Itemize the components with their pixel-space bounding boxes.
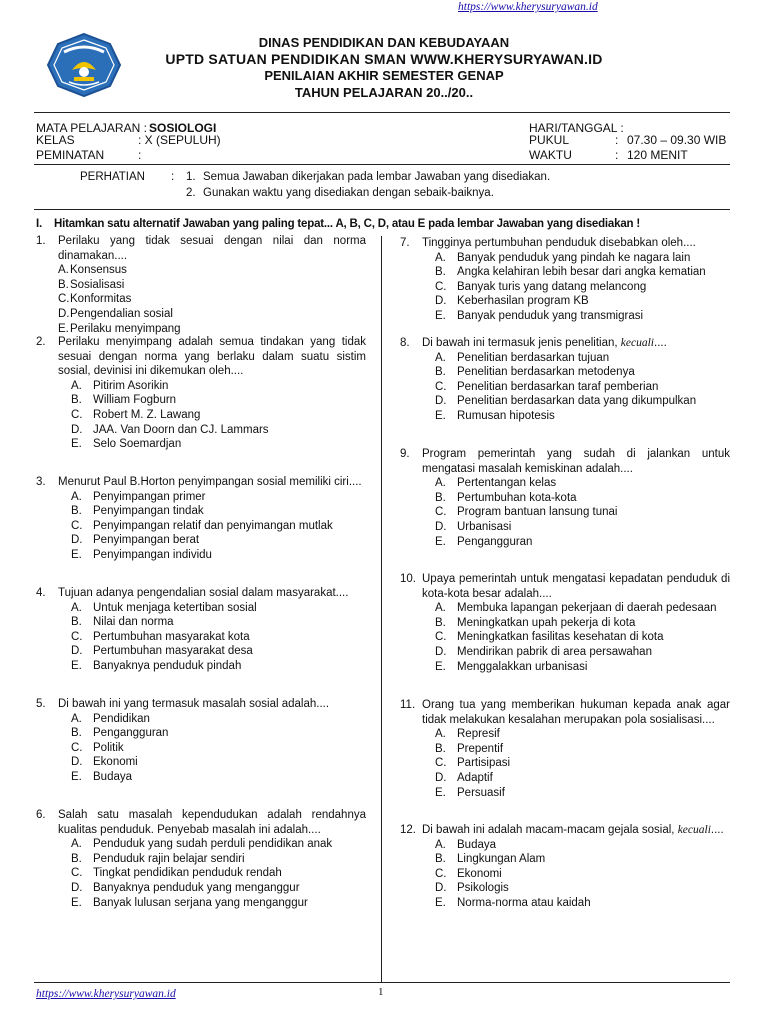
option-b[interactable]: B. William Fogburn	[71, 394, 177, 407]
question-number: 1.	[36, 235, 46, 247]
section-instruction	[36, 218, 640, 230]
option-c[interactable]: C. Tingkat pendidikan penduduk rendah	[71, 867, 282, 880]
option-a[interactable]: A. Pitirim Asorikin	[71, 379, 169, 392]
option-c[interactable]: C. Banyak turis yang datang melancong	[435, 280, 647, 293]
option-a[interactable]: A. Penyimpangan primer	[71, 490, 206, 503]
option-d[interactable]: D. Penyimpangan berat	[71, 534, 200, 547]
question-number: 6.	[36, 809, 46, 821]
question-8	[400, 336, 730, 424]
question-number: 7.	[400, 237, 410, 249]
waktu-label: WAKTU	[529, 148, 572, 162]
waktu-colon: :	[615, 148, 619, 162]
option-d[interactable]: D. Mendirikan pabrik di area persawahan	[435, 645, 652, 658]
option-d[interactable]: D. Psikologis	[435, 882, 509, 895]
option-a[interactable]: A. Membuka lapangan pekerjaan di daerah pedesaan	[435, 602, 717, 615]
question-number: 5.	[36, 698, 46, 710]
option-e[interactable]: E. Budaya	[71, 770, 133, 783]
question-number: 12.	[400, 824, 416, 836]
header-line-4: TAHUN PELAJARAN 20../20..	[294, 85, 474, 100]
option-c[interactable]: C. Penyimpangan relatif dan penyimangan mutlak	[71, 519, 333, 532]
option-c[interactable]: C. Politik	[71, 741, 124, 754]
header-line-3: PENILAIAN AKHIR SEMESTER GENAP	[264, 68, 504, 83]
question-6	[36, 808, 366, 910]
question-12	[400, 823, 730, 911]
option-b[interactable]: B. Pengangguran	[71, 727, 169, 740]
option-b[interactable]: B. Penelitian berdasarkan metodenya	[435, 366, 635, 379]
perhatian-colon: :	[171, 171, 175, 183]
question-number: 3.	[36, 476, 46, 488]
question-stem: Upaya pemerintah untuk mengatasi kepadatan penduduk di kota-kota besar adalah....	[422, 573, 730, 600]
option-a[interactable]: A. Penelitian berdasarkan tujuan	[435, 351, 610, 364]
footer-divider	[34, 982, 730, 983]
peminatan-label: PEMINATAN	[36, 148, 105, 162]
option-b[interactable]: B. Pertumbuhan kota-kota	[435, 491, 577, 504]
question-emphasis: kecuali	[677, 824, 711, 836]
option-e[interactable]: E. Pengangguran	[435, 535, 533, 548]
hari-label: HARI/TANGGAL :	[529, 121, 624, 135]
question-number: 9.	[400, 448, 410, 460]
option-d[interactable]: D. Adaptif	[435, 771, 493, 784]
peminatan-value: :	[138, 148, 142, 162]
option-a[interactable]: A. Penduduk yang sudah perduli pendidikan anak	[71, 838, 333, 851]
header-line-1: DINAS PENDIDIKAN DAN KEBUDAYAAN	[258, 35, 510, 50]
option-a[interactable]: A. Represif	[435, 728, 500, 741]
option-d[interactable]: D. JAA. Van Doorn dan CJ. Lammars	[71, 423, 269, 436]
option-b[interactable]: B. Lingkungan Alam	[435, 853, 546, 866]
question-stem: Perilaku yang tidak sesuai dengan nilai dan norma dinamakan....	[58, 235, 366, 262]
instruction-divider	[34, 209, 730, 210]
perhatian-text-2: Gunakan waktu yang disediakan dengan sebaik-baiknya.	[203, 187, 494, 199]
question-stem: Di bawah ini termasuk jenis penelitian, kecuali....	[422, 337, 667, 349]
question-3	[36, 475, 366, 563]
option-e[interactable]: E. Banyak lulusan serjana yang menganggur	[71, 896, 308, 909]
option-e[interactable]: E.Perilaku menyimpang	[58, 322, 181, 335]
option-b[interactable]: B. Meningkatkan upah pekerja di kota	[435, 616, 636, 629]
kelas-value: : X (SEPULUH)	[138, 133, 221, 147]
section-text: Hitamkan satu alternatif Jawaban yang paling tepat... A, B, C, D, atau E pada lembar Jawaban yang disediakan !	[54, 218, 640, 230]
option-c[interactable]: C. Program bantuan lansung tunai	[435, 506, 618, 519]
kelas-label: KELAS	[36, 133, 75, 147]
option-a[interactable]: A.Konsensus	[58, 264, 127, 277]
option-e[interactable]: E. Selo Soemardjan	[71, 438, 182, 451]
page-number: 1	[378, 986, 384, 998]
perhatian-text-1: Semua Jawaban dikerjakan pada lembar Jawaban yang disediakan.	[203, 171, 551, 183]
question-4	[36, 586, 366, 674]
info-divider	[34, 164, 730, 165]
option-a[interactable]: A. Pertentangan kelas	[435, 477, 557, 490]
question-2	[36, 335, 366, 452]
pukul-colon: :	[615, 133, 619, 147]
mapel-label: MATA PELAJARAN :	[36, 121, 147, 135]
footer-url-link[interactable]: https://www.kherysuryawan.id	[36, 988, 176, 1000]
pukul-value: 07.30 – 09.30 WIB	[627, 133, 727, 147]
option-e[interactable]: E. Norma-norma atau kaidah	[435, 896, 591, 909]
option-b[interactable]: B.Sosialisasi	[58, 278, 125, 291]
option-c[interactable]: C. Ekonomi	[435, 867, 502, 880]
section-number: I.	[36, 218, 42, 230]
option-c[interactable]: C. Penelitian berdasarkan taraf pemberian	[435, 380, 659, 393]
option-c[interactable]: C. Pertumbuhan masyarakat kota	[71, 630, 250, 643]
question-stem: Tingginya pertumbuhan penduduk disebabkan oleh....	[422, 237, 696, 249]
question-1	[36, 234, 366, 336]
question-number: 10.	[400, 573, 416, 585]
question-stem: Di bawah ini yang termasuk masalah sosial adalah....	[58, 698, 330, 710]
option-b[interactable]: B. Penyimpangan tindak	[71, 505, 204, 518]
option-b[interactable]: B. Penduduk rajin belajar sendiri	[71, 852, 245, 865]
option-a[interactable]: A. Budaya	[435, 838, 497, 851]
question-stem: Di bawah ini adalah macam-macam gejala sosial, kecuali....	[422, 824, 724, 836]
option-e[interactable]: E. Menggalakkan urbanisasi	[435, 660, 588, 673]
question-number: 8.	[400, 337, 410, 349]
question-stem: Program pemerintah yang sudah di jalankan untuk mengatasi masalah kemiskinan adalah....	[422, 448, 730, 475]
option-d[interactable]: D. Ekonomi	[71, 756, 138, 769]
perhatian-num-1: 1.	[186, 171, 196, 183]
pukul-label: PUKUL	[529, 133, 570, 147]
option-e[interactable]: E. Persuasif	[435, 786, 505, 799]
question-10	[400, 572, 730, 674]
option-b[interactable]: B. Nilai dan norma	[71, 616, 174, 629]
question-11	[400, 698, 730, 800]
mapel-value: SOSIOLOGI	[149, 121, 217, 135]
perhatian-num-2: 2.	[186, 187, 196, 199]
question-number: 2.	[36, 336, 46, 348]
question-7	[400, 236, 730, 324]
header-line-2: UPTD SATUAN PENDIDIKAN SMAN WWW.KHERYSURYAWAN.ID	[165, 51, 603, 67]
question-stem: Menurut Paul B.Horton penyimpangan sosial memiliki ciri....	[58, 476, 362, 488]
question-number: 11.	[400, 699, 416, 711]
option-c[interactable]: C. Partisipasi	[435, 757, 511, 770]
question-9	[400, 447, 730, 549]
option-d[interactable]: D. Pertumbuhan masyarakat desa	[71, 645, 253, 658]
option-b[interactable]: B. Angka kelahiran lebih besar dari angka kematian	[435, 266, 706, 279]
option-e[interactable]: E. Banyak penduduk yang transmigrasi	[435, 309, 644, 322]
option-a[interactable]: A. Pendidikan	[71, 712, 150, 725]
option-e[interactable]: E. Penyimpangan individu	[71, 548, 212, 561]
perhatian-label: PERHATIAN	[80, 171, 145, 183]
option-c[interactable]: C. Robert M. Z. Lawang	[71, 408, 201, 421]
question-stem: Perilaku menyimpang adalah semua tindakan yang tidak sesuai dengan norma yang berlaku dalam suatu sistim sosial, devinisi ini dikemukan oleh....	[58, 336, 366, 378]
question-stem: Orang tua yang memberikan hukuman kepada anak agar tidak melakukan kesalahan merupakan pola sosialisasi....	[422, 699, 730, 726]
option-c[interactable]: C.Konformitas	[58, 293, 132, 306]
option-d[interactable]: D. Penelitian berdasarkan data yang dikumpulkan	[435, 395, 697, 408]
question-stem: Salah satu masalah kependudukan adalah rendahnya kualitas penduduk. Penyebab masalah ini adalah....	[58, 809, 366, 836]
waktu-value: 120 MENIT	[627, 148, 688, 162]
header-divider	[34, 112, 730, 113]
column-divider	[381, 236, 382, 982]
question-stem: Tujuan adanya pengendalian sosial dalam masyarakat....	[58, 587, 349, 599]
option-d[interactable]: D. Banyaknya penduduk yang menganggur	[71, 881, 300, 894]
option-a[interactable]: A. Untuk menjaga ketertiban sosial	[71, 601, 257, 614]
option-b[interactable]: B. Prepentif	[435, 742, 504, 755]
option-c[interactable]: C. Meningkatkan fasilitas kesehatan di kota	[435, 631, 664, 644]
option-e[interactable]: E. Rumusan hipotesis	[435, 409, 555, 422]
option-e[interactable]: E. Banyaknya penduduk pindah	[71, 659, 242, 672]
question-5	[36, 697, 366, 785]
option-a[interactable]: A. Banyak penduduk yang pindah ke nagara lain	[435, 251, 691, 264]
question-number: 4.	[36, 587, 46, 599]
header-url-link[interactable]: https://www.kherysuryawan.id	[458, 1, 598, 13]
option-d[interactable]: D. Keberhasilan program KB	[435, 295, 589, 308]
question-emphasis: kecuali	[620, 337, 654, 349]
option-d[interactable]: D. Urbanisasi	[435, 520, 512, 533]
option-d[interactable]: D.Pengendalian sosial	[58, 307, 173, 320]
